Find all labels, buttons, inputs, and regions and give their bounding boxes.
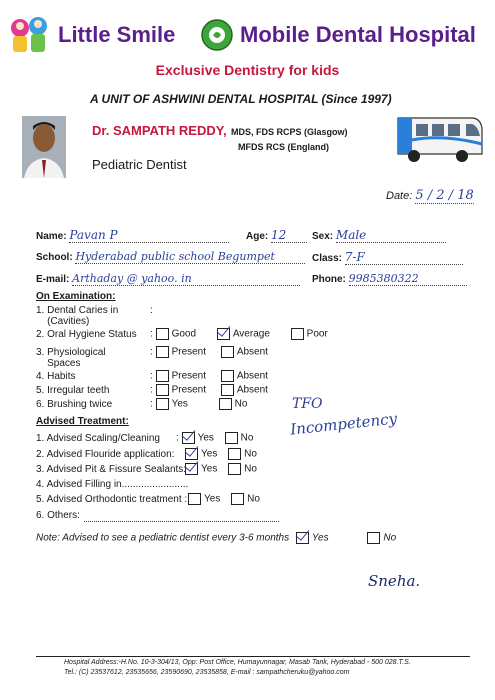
doctor-role: Pediatric Dentist <box>92 157 187 172</box>
email-label: E-mail: <box>36 274 70 285</box>
handwritten-note-incompetency: Incompetency <box>289 409 398 439</box>
exam-label: Physiological Spaces <box>47 347 106 369</box>
treatment-num: 2. <box>36 449 45 460</box>
checkbox-present[interactable] <box>156 346 169 358</box>
name-row <box>36 228 229 243</box>
exam-num: 2. <box>36 329 45 340</box>
option-label: Present <box>171 384 207 396</box>
checkbox-yes[interactable] <box>185 463 198 475</box>
phone-label: Phone: <box>312 274 346 285</box>
footer-contact: Tel.: (C) 23537612, 23535656, 23590690, 23535858, E-mail : sampathcheruku@yahoo.com <box>64 669 350 676</box>
treatment-item-2 <box>36 449 174 460</box>
hospital-title-right: Mobile Dental Hospital <box>240 22 476 47</box>
treatment-label: Advised Pit & Fissure Sealants: <box>46 464 187 475</box>
date-row <box>386 188 474 203</box>
sex-value[interactable]: Male <box>336 228 446 243</box>
exam-num: 3. <box>36 347 45 358</box>
class-row <box>312 250 463 265</box>
hospital-title-left: Little Smile <box>58 22 176 47</box>
signature: Sneha. <box>368 572 421 590</box>
treatment-num: 3. <box>36 464 45 475</box>
exam-item-6 <box>36 399 112 410</box>
option-label: No <box>234 398 248 410</box>
unit-line: A UNIT OF ASHWINI DENTAL HOSPITAL (Since 1997) <box>90 92 392 106</box>
exam-options-3: : Present Absent <box>150 346 268 358</box>
option-label: Yes <box>201 448 218 460</box>
treatment-item-4 <box>36 479 188 490</box>
checkbox-yes[interactable] <box>156 398 169 410</box>
examination-heading: On Examination: <box>36 291 116 302</box>
option-label: Absent <box>236 370 268 382</box>
option-label: Good <box>171 328 197 340</box>
exam-options-5: : Present Absent <box>150 384 268 396</box>
checkbox-no[interactable] <box>228 448 241 460</box>
phone-value[interactable]: 9985380322 <box>349 272 467 286</box>
option-label: No <box>240 432 254 444</box>
footer-address: Hospital Address:-H.No. 10-3-304/13, Opp: Post Office, Humayunnagar, Masab Tank, Hyderabad - 500 028.T.S. <box>64 659 411 666</box>
treatment-options-3 <box>185 463 275 475</box>
class-value[interactable]: 7-F <box>345 250 463 265</box>
checkbox-present[interactable] <box>156 384 169 396</box>
doctor-name-line <box>92 122 348 140</box>
doctor-name: Dr. SAMPATH REDDY, <box>92 123 227 138</box>
checkbox-absent[interactable] <box>221 384 234 396</box>
exam-options-2: : Good Average Poor <box>150 328 328 340</box>
treatment-label: Advised Orthodontic treatment : <box>46 494 188 505</box>
class-label: Class: <box>312 253 343 264</box>
option-label: Present <box>171 346 207 358</box>
treatment-num: 5. <box>36 494 45 505</box>
treatment-label: Advised Scaling/Cleaning <box>46 433 160 444</box>
exam-item-5 <box>36 385 109 396</box>
school-row <box>36 250 305 264</box>
checkbox-absent[interactable] <box>221 346 234 358</box>
checkbox-no[interactable] <box>225 432 238 444</box>
exam-label: Habits <box>47 371 76 382</box>
exam-item-3 <box>36 347 117 369</box>
footer-divider <box>36 656 470 657</box>
eco-friendly-logo <box>200 18 234 52</box>
checkbox-no[interactable] <box>228 463 241 475</box>
phone-row <box>312 272 467 286</box>
exam-num: 1. <box>36 305 45 316</box>
treatment-num: 4. <box>36 479 45 490</box>
treatment-options-1: : Yes No <box>176 432 254 444</box>
age-row <box>246 228 307 243</box>
option-label: Average <box>232 328 270 340</box>
name-value[interactable]: Pavan P <box>69 228 229 243</box>
checkbox-yes[interactable] <box>188 493 201 505</box>
checkbox-good[interactable] <box>156 328 169 340</box>
option-label: Yes <box>171 398 188 410</box>
treatment-label[interactable]: Advised Filling in........................ <box>46 479 189 490</box>
email-row <box>36 272 300 286</box>
option-label: Poor <box>306 328 328 340</box>
doctor-quals1: MDS, FDS RCPS (Glasgow) <box>231 127 348 137</box>
doctor-quals2: MFDS RCS (England) <box>238 142 329 152</box>
treatment-num: 6. <box>36 510 45 521</box>
checkbox-note-no[interactable] <box>367 532 380 544</box>
exam-label: Brushing twice <box>47 399 113 410</box>
checkbox-no[interactable] <box>219 398 232 410</box>
school-label: School: <box>36 252 73 263</box>
treatment-item-3 <box>36 464 186 475</box>
exam-options-4: : Present Absent <box>150 370 268 382</box>
exam-item-4 <box>36 371 75 382</box>
school-value[interactable]: Hyderabad public school Begumpet <box>75 250 305 264</box>
age-label: Age: <box>246 231 269 242</box>
name-label: Name: <box>36 231 67 242</box>
date-value[interactable]: 5 / 2 / 18 <box>415 188 474 203</box>
exam-item-2 <box>36 329 137 340</box>
treatment-heading: Advised Treatment: <box>36 416 129 427</box>
option-label: Yes <box>197 432 214 444</box>
option-label: Yes <box>201 463 218 475</box>
others-field[interactable] <box>84 512 279 522</box>
exam-item-1 <box>36 305 147 327</box>
option-label: Absent <box>236 384 268 396</box>
email-value[interactable]: Arthaday @ yahoo. in <box>72 272 300 286</box>
treatment-label: Advised Flouride application: <box>46 449 175 460</box>
exam-colon-1: : <box>150 305 153 316</box>
exam-num: 5. <box>36 385 45 396</box>
option-label: No <box>244 463 257 475</box>
option-label: Yes <box>204 493 221 505</box>
exam-num: 6. <box>36 399 45 410</box>
option-label: Present <box>171 370 207 382</box>
sex-row <box>312 228 446 243</box>
exam-label: Irregular teeth <box>47 385 110 396</box>
checkbox-present[interactable] <box>156 370 169 382</box>
treatment-options-5 <box>188 493 278 505</box>
treatment-num: 1. <box>36 433 45 444</box>
treatment-item-6 <box>36 510 80 521</box>
checkbox-note-yes[interactable] <box>296 532 309 544</box>
treatment-label: Others: <box>47 510 80 521</box>
option-label: Yes <box>311 532 329 544</box>
doctor-photo <box>22 116 66 178</box>
subtitle: Exclusive Dentistry for kids <box>155 62 340 78</box>
note-text: Note: Advised to see a pediatric dentist every 3-6 months <box>36 532 290 544</box>
handwritten-note-tfo: TFO <box>292 396 323 412</box>
exam-label: Oral Hygiene Status <box>47 329 137 340</box>
treatment-item-5 <box>36 494 187 505</box>
date-label: Date: <box>386 190 413 202</box>
checkbox-absent[interactable] <box>221 370 234 382</box>
age-value[interactable]: 12 <box>271 228 307 243</box>
option-label: No <box>244 448 257 460</box>
option-label: No <box>383 532 397 544</box>
treatment-options-2 <box>185 448 275 460</box>
note-row <box>36 532 396 544</box>
exam-label: Dental Caries in (Cavities) <box>47 305 119 327</box>
checkbox-no[interactable] <box>231 493 244 505</box>
option-label: Absent <box>236 346 268 358</box>
option-label: No <box>247 493 260 505</box>
exam-options-6: : Yes No <box>150 398 248 410</box>
sex-label: Sex: <box>312 231 334 242</box>
treatment-item-1 <box>36 433 160 444</box>
exam-num: 4. <box>36 371 45 382</box>
kids-logo <box>6 12 54 56</box>
checkbox-average[interactable] <box>217 328 230 340</box>
bus-illustration <box>392 110 484 168</box>
checkbox-poor[interactable] <box>291 328 304 340</box>
